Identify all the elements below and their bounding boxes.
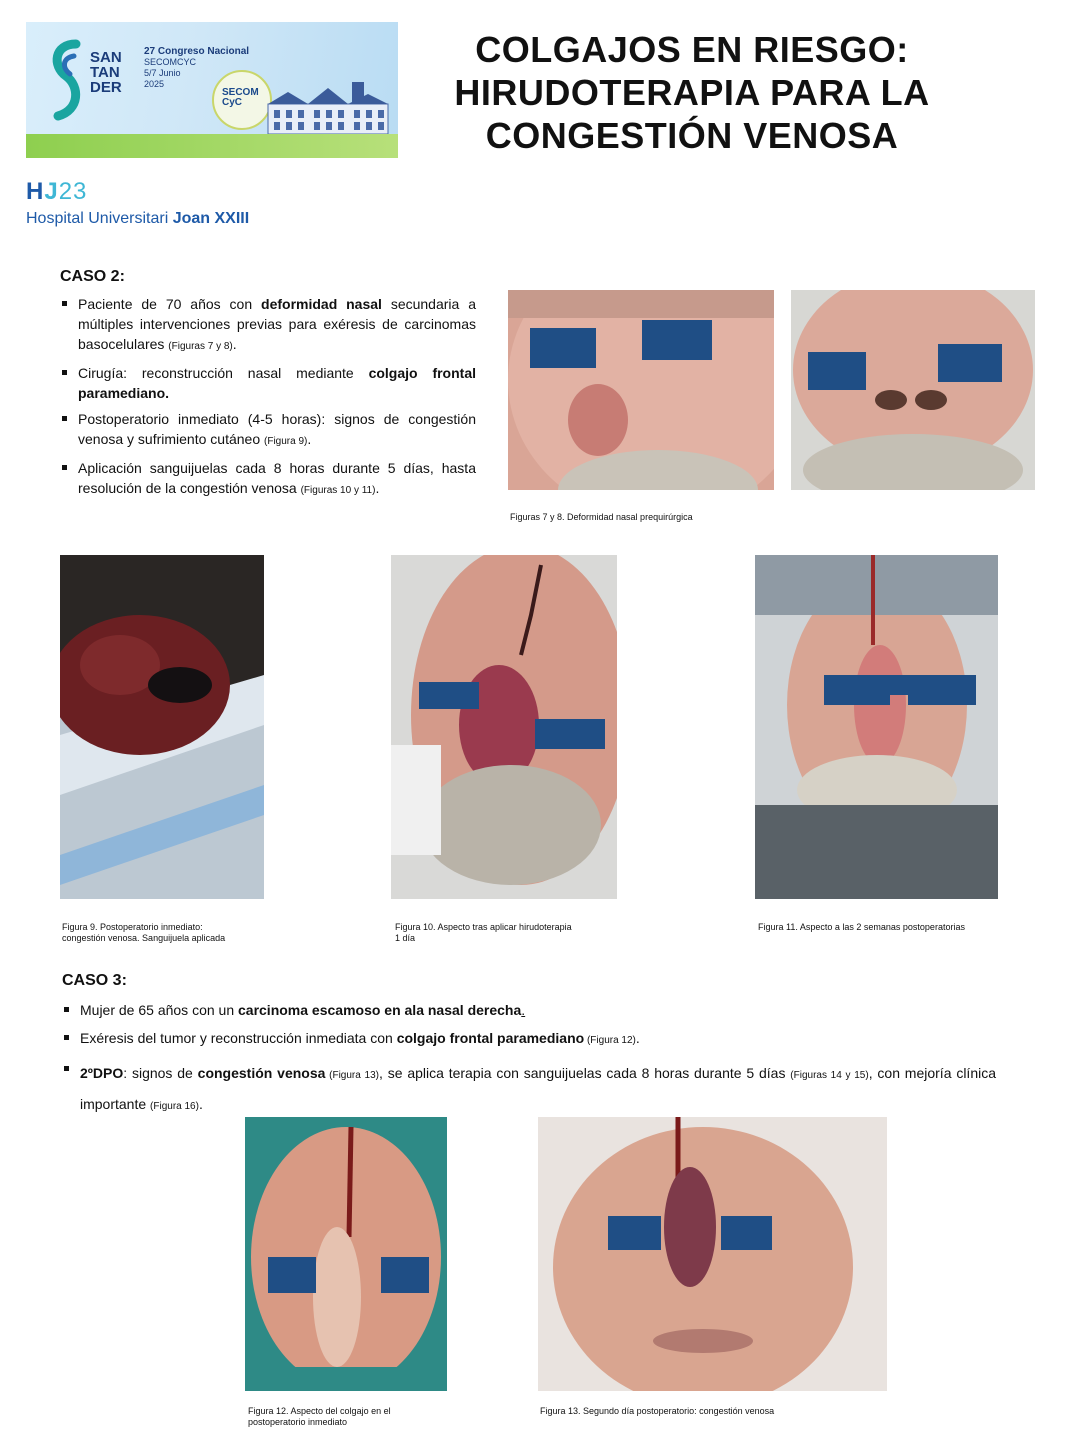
congress-info: 27 Congreso Nacional SECOMCYC 5/7 Junio 2025 <box>144 46 250 89</box>
congress-banner <box>26 22 398 158</box>
list-item: Aplicación sanguijuelas cada 8 horas durante 5 días, hasta resolución de la congestión venosa (Figuras 10 y 11). <box>60 458 476 501</box>
list-item: Mujer de 65 años con un carcinoma escamoso en ala nasal derecha. <box>62 1000 996 1020</box>
privacy-box <box>824 675 890 705</box>
case3-list <box>62 1000 996 1121</box>
privacy-box <box>908 675 976 705</box>
list-item: 2ºDPO: signos de congestión venosa (Figura 13), se aplica terapia con sanguijuelas cada 8 horas durante 5 días (Figuras 14 y 15), con mejoría clínica importante (Figura 16). <box>62 1059 996 1121</box>
privacy-box <box>535 719 605 749</box>
hospital-name: Hospital Universitari Joan XXIII <box>26 210 250 227</box>
privacy-box <box>268 1257 316 1293</box>
privacy-box <box>608 1216 661 1250</box>
privacy-box <box>938 344 1002 382</box>
photo-figure-10 <box>391 555 617 899</box>
poster-title: COLGAJOS EN RIESGO: HIRUDOTERAPIA PARA LA CONGESTIÓN VENOSA <box>454 29 930 156</box>
caption-figure-10: Figura 10. Aspecto tras aplicar hirudoterapia 1 día <box>395 922 572 943</box>
privacy-box <box>721 1216 772 1250</box>
privacy-box <box>381 1257 429 1293</box>
case2-list <box>60 294 476 501</box>
secomcyc-badge-text: SECOM CyC <box>222 87 259 108</box>
privacy-box <box>530 328 596 368</box>
photo-figure-7 <box>508 290 774 490</box>
privacy-box <box>808 352 866 390</box>
santander-logo-icon <box>44 36 88 126</box>
list-item: Postoperatorio inmediato (4-5 horas): signos de congestión venosa y sufrimiento cutáneo (Figura 9). <box>60 409 476 452</box>
grass-strip <box>26 134 398 158</box>
caption-figure-9: Figura 9. Postoperatorio inmediato: congestión venosa. Sanguijuela aplicada <box>62 922 226 943</box>
photo-figure-11 <box>755 555 998 899</box>
caption-figure-12: Figura 12. Aspecto del colgajo en el postoperatorio inmediato <box>248 1406 391 1427</box>
list-item: Paciente de 70 años con deformidad nasal secundaria a múltiples intervenciones previas para exéresis de carcinomas basocelulares (Figuras 7 y 8). <box>60 294 476 357</box>
photo-figure-8 <box>791 290 1035 490</box>
santander-wordmark: SAN TAN DER <box>90 49 122 96</box>
caption-figures-7-8: Figuras 7 y 8. Deformidad nasal prequirúrgica <box>510 512 693 522</box>
case2-section <box>60 268 476 507</box>
list-item: Exéresis del tumor y reconstrucción inmediata con colgajo frontal paramediano (Figura 12). <box>62 1028 996 1051</box>
photo-figure-12 <box>245 1117 447 1391</box>
photo-figure-13 <box>538 1117 887 1391</box>
building-illustration-icon <box>264 82 392 136</box>
privacy-box <box>419 682 479 709</box>
photo-figure-9 <box>60 555 264 899</box>
case3-heading: CASO 3: <box>62 972 127 989</box>
caption-figure-13: Figura 13. Segundo día postoperatorio: congestión venosa <box>540 1406 775 1416</box>
case3-section <box>62 972 996 1127</box>
caption-figure-11: Figura 11. Aspecto a las 2 semanas postoperatorias <box>758 922 965 932</box>
case2-heading: CASO 2: <box>60 268 125 285</box>
list-item: Cirugía: reconstrucción nasal mediante colgajo frontal paramediano. <box>60 363 476 403</box>
hj23-logo: HJ23 <box>26 178 88 205</box>
privacy-box <box>642 320 712 360</box>
